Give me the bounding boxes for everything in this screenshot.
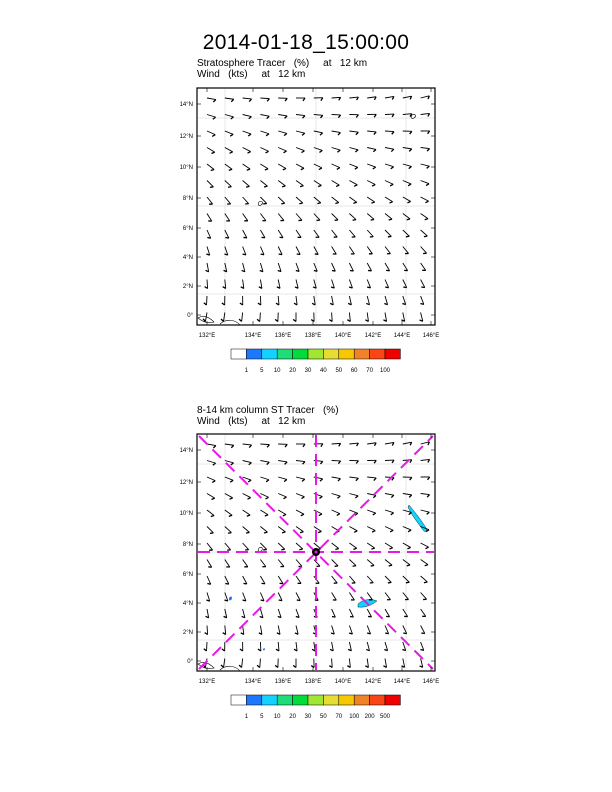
colorbar-label: 70	[366, 368, 373, 374]
wind-barb	[222, 642, 225, 651]
wind-barb	[275, 659, 278, 668]
colorbar-swatch	[277, 695, 292, 705]
colorbar-label: 100	[349, 714, 360, 720]
panel2-wind-label: Wind (kts) at 12 km	[197, 416, 306, 427]
wind-barb	[260, 444, 269, 447]
wind-barb	[420, 642, 423, 650]
wind-barb	[243, 444, 252, 448]
wind-barb	[277, 626, 280, 635]
wind-barb	[385, 626, 389, 634]
wind-barb	[332, 443, 341, 446]
wind-barb	[260, 576, 265, 584]
wind-barb	[349, 443, 358, 446]
lat-label: 4°N	[182, 601, 193, 607]
lon-label: 146°E	[422, 333, 440, 339]
wind-barb	[421, 543, 429, 549]
wind-barb	[296, 477, 305, 481]
wind-barb	[367, 593, 372, 600]
colorbar-label: 20	[289, 714, 296, 720]
lon-label: 144°E	[393, 679, 411, 685]
wind-barb	[278, 527, 285, 533]
wind-barb	[278, 477, 287, 482]
wind-barb	[349, 593, 354, 600]
colorbar-swatch	[293, 695, 308, 705]
wind-barb	[385, 560, 392, 567]
wind-barb	[260, 527, 267, 534]
wind-barb	[367, 626, 370, 634]
wind-barb	[420, 659, 423, 668]
lon-label: 140°E	[334, 679, 352, 685]
wind-barb	[296, 527, 303, 533]
wind-barb	[260, 494, 268, 499]
wind-barb	[349, 576, 355, 583]
wind-barb	[278, 444, 287, 447]
wind-barb	[258, 642, 261, 651]
lat-label: 8°N	[182, 196, 193, 202]
colorbar-swatch	[246, 695, 261, 705]
wind-barb	[385, 609, 390, 617]
wind-barb	[225, 444, 234, 448]
lat-label: 14°N	[179, 102, 193, 108]
wind-barb	[278, 543, 285, 550]
wind-barb	[332, 510, 340, 515]
wind-barb	[260, 510, 268, 516]
colorbar-label: 40	[320, 368, 327, 374]
lon-label: 138°E	[304, 679, 322, 685]
wind-barb	[421, 609, 426, 616]
wind-barb	[243, 527, 250, 534]
panel2-field-label: 8-14 km column ST Tracer (%)	[197, 405, 339, 416]
wind-barb	[221, 659, 225, 668]
wind-barb	[296, 494, 304, 499]
colorbar-label: 1	[244, 368, 249, 374]
wind-barb	[207, 527, 213, 534]
wind-barb	[332, 494, 341, 499]
lon-label: 136°E	[274, 679, 292, 685]
wind-barb	[421, 626, 425, 634]
wind-barb	[421, 494, 430, 498]
wind-barb	[403, 494, 412, 498]
wind-barb	[385, 510, 394, 515]
lat-label: 2°N	[182, 630, 193, 636]
wind-barb	[421, 593, 427, 600]
wind-barb	[403, 593, 409, 600]
wind-barb	[243, 494, 251, 500]
colorbar-swatch	[370, 695, 385, 705]
lon-label: 138°E	[304, 333, 322, 339]
lon-label: 132°E	[198, 333, 216, 339]
lon-label: 146°E	[422, 679, 440, 685]
colorbar-label: 5	[260, 714, 264, 720]
colorbar-label: 1	[244, 714, 249, 720]
wind-barb	[383, 659, 386, 668]
wind-barb	[260, 593, 264, 601]
lon-label: 132°E	[198, 679, 216, 685]
wind-barb	[257, 659, 260, 668]
wind-barb	[367, 560, 374, 567]
wind-barb	[367, 443, 376, 446]
wind-barb	[367, 576, 373, 583]
wind-barb	[207, 461, 216, 466]
wind-barb	[348, 642, 351, 651]
wind-barb	[278, 494, 286, 499]
wind-barb	[296, 444, 305, 447]
wind-barb	[385, 442, 394, 445]
wind-barb	[207, 576, 211, 584]
wind-barb	[403, 477, 412, 480]
wind-barb	[349, 461, 358, 464]
lon-labels	[199, 679, 439, 685]
wind-barb	[243, 576, 247, 584]
wind-barb	[243, 593, 246, 601]
panel1-wind-label: Wind (kts) at 12 km	[197, 69, 306, 80]
wind-barb	[403, 560, 410, 566]
wind-barb	[330, 642, 333, 651]
colorbar-label: 30	[304, 714, 312, 720]
wind-barb	[243, 543, 249, 550]
wind-barb	[260, 609, 263, 618]
coastline	[198, 547, 262, 671]
lat-label: 0°	[187, 659, 193, 665]
wind-barb	[332, 477, 341, 481]
lon-label: 142°E	[364, 333, 382, 339]
wind-barb	[207, 494, 215, 500]
wind-barb	[206, 609, 209, 618]
wind-barb	[293, 659, 296, 668]
wind-barb	[385, 593, 391, 600]
colorbar-swatch	[339, 695, 354, 705]
wind-barb	[403, 442, 412, 445]
wind-barb	[332, 576, 338, 583]
colorbar-swatch	[385, 695, 400, 705]
lat-label: 4°N	[182, 255, 193, 261]
wind-barb	[243, 560, 248, 567]
wind-barb	[349, 560, 356, 567]
wind-barb	[402, 642, 405, 651]
lat-label: 12°N	[179, 480, 193, 486]
colorbar-label: 30	[304, 368, 312, 374]
wind-barb	[385, 494, 394, 498]
colorbar-label: 50	[335, 368, 343, 374]
wind-barb	[225, 576, 229, 584]
wind-barb	[403, 609, 408, 617]
colorbar-label: 60	[350, 368, 358, 374]
wind-barb	[401, 659, 404, 668]
lat-label: 14°N	[179, 448, 193, 454]
wind-barb	[403, 543, 411, 549]
wind-barb	[349, 494, 358, 499]
wind-barb	[367, 543, 375, 549]
wind-barb	[296, 560, 302, 567]
wind-barb	[421, 560, 428, 566]
wind-barb	[331, 626, 334, 635]
wind-barb	[385, 460, 394, 463]
wind-barb	[385, 527, 393, 532]
wind-barb	[225, 510, 232, 516]
lat-label: 0°	[187, 313, 193, 319]
wind-barb	[332, 560, 338, 567]
wind-barb	[421, 459, 430, 462]
wind-barb	[421, 510, 430, 514]
wind-barb	[296, 576, 301, 583]
wind-barb	[349, 477, 358, 481]
wind-barb	[278, 576, 283, 584]
wind-barb	[332, 461, 341, 464]
wind-barb	[207, 560, 212, 568]
wind-barb	[225, 527, 232, 534]
lat-label: 2°N	[182, 284, 193, 290]
panel1-field-label: Stratosphere Tracer (%) at 12 km	[197, 58, 368, 69]
wind-barb	[240, 642, 243, 651]
wind-barb	[311, 659, 314, 668]
wind-barb	[207, 444, 216, 448]
lon-label: 140°E	[334, 333, 352, 339]
wind-barb	[367, 477, 376, 481]
colorbar-swatch	[262, 695, 277, 705]
wind-barb	[312, 642, 315, 651]
wind-barb	[349, 609, 353, 617]
wind-barb	[225, 560, 230, 568]
wind-barb	[276, 642, 279, 651]
lon-label: 136°E	[274, 333, 292, 339]
tracer-contours	[229, 505, 427, 650]
wind-barb	[421, 442, 430, 445]
wind-barb	[385, 543, 393, 549]
wind-barb	[367, 460, 376, 463]
lon-label: 134°E	[244, 679, 262, 685]
wind-barb	[204, 642, 207, 651]
wind-barb	[260, 543, 266, 550]
wind-barb	[349, 527, 357, 533]
colorbar-label: 70	[335, 714, 343, 720]
wind-barb	[243, 510, 250, 516]
wind-barb	[332, 543, 339, 549]
colorbar-label: 50	[320, 714, 327, 720]
wind-barb	[421, 477, 430, 480]
wind-barb	[225, 477, 233, 482]
wind-barb	[385, 576, 391, 583]
lat-label: 6°N	[182, 572, 193, 578]
lat-label: 6°N	[182, 226, 193, 232]
lat-label: 12°N	[179, 134, 193, 140]
wind-barb	[225, 543, 231, 550]
wind-barb	[207, 477, 215, 482]
wind-barb	[278, 510, 286, 516]
colorbar-label: 10	[273, 368, 281, 374]
wind-barb	[296, 609, 299, 617]
wind-barb	[332, 593, 337, 601]
wind-barb	[296, 461, 305, 465]
colorbar-swatch	[354, 695, 369, 705]
colorbar-swatch	[308, 695, 323, 705]
wind-barb	[296, 510, 304, 516]
wind-barb	[278, 609, 281, 618]
wind-barb	[296, 543, 303, 550]
lon-label: 144°E	[393, 333, 411, 339]
wind-barb	[225, 494, 233, 500]
colorbar-label: 200	[364, 714, 375, 720]
lon-label: 134°E	[244, 333, 262, 339]
lat-labels	[180, 448, 194, 665]
wind-barb	[239, 659, 243, 668]
wind-barb	[206, 593, 209, 602]
wind-barb	[260, 477, 269, 482]
wind-barb	[347, 659, 350, 668]
wind-barb	[242, 609, 245, 618]
wind-barb	[278, 593, 282, 601]
wind-barb	[421, 576, 428, 583]
wind-barb	[367, 609, 371, 617]
lat-label: 10°N	[179, 165, 193, 171]
colorbar-label: 5	[260, 368, 264, 374]
colorbar-swatch	[231, 695, 246, 705]
wind-barb	[207, 510, 214, 516]
lat-label: 8°N	[182, 542, 193, 548]
wind-barb	[278, 560, 284, 567]
lon-label: 142°E	[364, 679, 382, 685]
wind-barb	[384, 642, 387, 651]
colorbar-swatch	[323, 695, 338, 705]
plot-title: 2014-01-18_15:00:00	[202, 31, 410, 54]
wind-barb	[366, 642, 369, 651]
wind-barb	[294, 642, 297, 651]
wind-barb	[403, 527, 411, 532]
colorbar	[231, 695, 400, 720]
colorbar-label: 10	[273, 714, 281, 720]
wind-barb	[259, 626, 262, 635]
wind-barb	[332, 609, 336, 617]
wind-barb	[329, 659, 332, 668]
wind-barb	[314, 527, 322, 533]
wind-barb	[295, 626, 298, 635]
wind-barb	[367, 527, 375, 533]
wind-barb	[260, 560, 265, 567]
wind-barb	[349, 543, 356, 549]
colorbar-label: 500	[379, 714, 391, 720]
wind-barb	[207, 543, 213, 550]
wind-barb	[223, 626, 226, 635]
wind-barb	[296, 593, 300, 601]
wind-barb	[205, 626, 208, 635]
wind-barb	[367, 510, 375, 515]
lat-label: 10°N	[179, 511, 193, 517]
wind-barb	[349, 626, 352, 634]
colorbar-label: 100	[379, 368, 391, 374]
colorbar-label: 20	[289, 368, 296, 374]
wind-barb	[365, 659, 368, 668]
